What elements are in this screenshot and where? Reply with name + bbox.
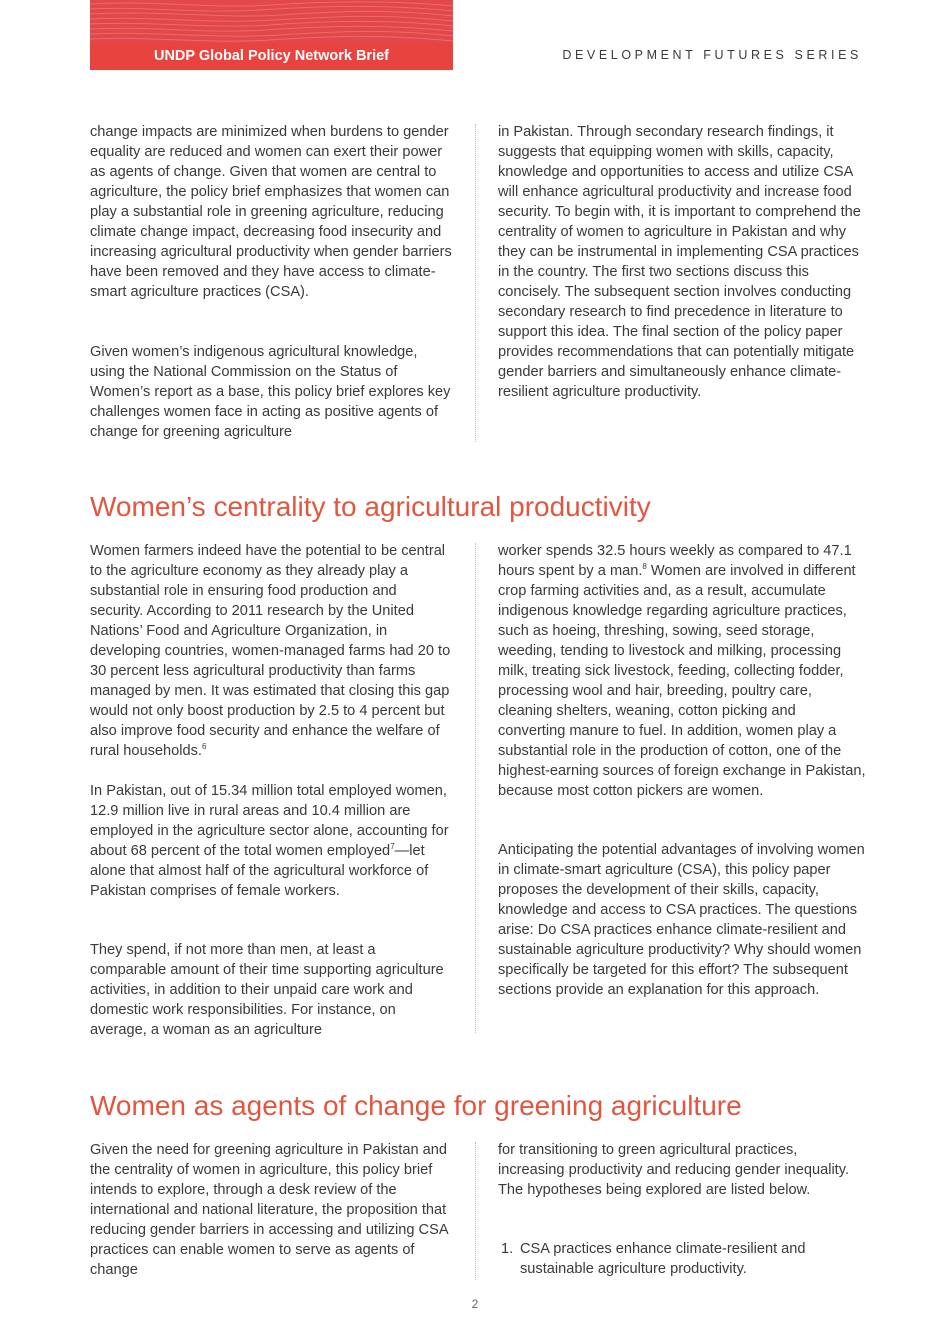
footnote-ref: 8	[642, 562, 647, 572]
list-item	[498, 1239, 866, 1279]
list-item-text: CSA practices enhance climate-resilient and sustainable agriculture productivity.	[520, 1241, 806, 1277]
column-divider	[475, 124, 476, 442]
series-label: DEVELOPMENT FUTURES SERIES	[562, 48, 862, 62]
section1-left-paragraph-2: In Pakistan, out of 15.34 million total employed women, 12.9 million live in rural areas and 10.4 million are employed in the agriculture sector alone, accounting for about 68 percent of the total women employed$^7$—let alone that almost half of the agricultural workforce of Pakistan comprises of female workers.	[90, 783, 449, 899]
footnote-ref: 6	[201, 742, 207, 752]
section1-left-paragraph-3: They spend, if not more than men, at least a comparable amount of their time supporting agriculture activities, in addition to their unpaid care work and domestic work responsibilities. For instance, on average, a woman as an agriculture	[90, 942, 444, 1038]
section1-right-paragraph-2: Anticipating the potential advantages of involving women in climate-smart agriculture (CSA), this policy paper proposes the development of their skills, capacity, knowledge and access to CSA practices. The questions arise: Do CSA practices enhance climate-resilient and sustainable agriculture productivity? Why should women specifically be targeted for this effort? The subsequent sections provide an explanation for this approach.	[498, 842, 865, 998]
section-heading-agents-of-change: Women as agents of change for greening agriculture	[90, 1090, 742, 1121]
hypotheses-list	[498, 1239, 866, 1279]
column-divider	[475, 543, 476, 1033]
list-item-number: 1.	[501, 1241, 514, 1257]
section2-left-paragraph-1: Given the need for greening agriculture in Pakistan and the centrality of women in agriculture, this policy brief intends to explore, through a desk review of the international and national literature, the proposition that reducing gender barriers in accessing and utilizing CSA practices can enable women to serve as agents of change	[90, 1142, 448, 1278]
section2-right-paragraph-1: for transitioning to green agricultural practices, increasing productivity and reducing gender inequality. The hypotheses being explored are listed below.	[498, 1142, 850, 1198]
section-heading-centrality: Women’s centrality to agricultural productivity	[90, 491, 651, 522]
intro-left-paragraph-1: change impacts are minimized when burdens to gender equality are reduced and women can exert their power as agents of change. Given that women are central to agriculture, the policy brief emphasizes that women can play a substantial role in greening agriculture, reducing climate change impact, decreasing food insecurity and increasing agricultural productivity when gender barriers have been removed and they have access to climate-smart agriculture practices (CSA).	[90, 124, 452, 300]
column-divider	[475, 1142, 476, 1280]
page-number: 2	[471, 1297, 479, 1311]
section1-left-paragraph-1: Women farmers indeed have the potential to be central to the agriculture economy as they already play a substantial role in ensuring food production and security. According to 2011 research by the United Nations’ Food and Agriculture Organization, in developing countries, women-managed farms had 20 to 30 percent less agricultural productivity than farms managed by men. It was estimated that closing this gap would not only boost production by 2.5 to 4 percent but also improve food security and enhance the welfare of rural households.$^6$	[90, 543, 451, 759]
header-banner	[90, 0, 453, 70]
footnote-ref: 7	[390, 842, 395, 852]
intro-right-paragraph-1: in Pakistan. Through secondary research findings, it suggests that equipping women with skills, capacity, knowledge and opportunities to access and utilize CSA will enhance agricultural productivity and increase food security. To begin with, it is important to comprehend the centrality of women to agriculture in Pakistan and why they can be instrumental in implementing CSA practices in the country. The first two sections discuss this concisely. The subsequent section involves conducting secondary research to find precedence in literature to support this idea. The final section of the policy paper provides recommendations that can potentially mitigate gender barriers and simultaneously enhance climate-resilient agriculture productivity.	[498, 124, 861, 400]
brief-label: UNDP Global Policy Network Brief	[90, 43, 453, 70]
intro-left-paragraph-2: Given women’s indigenous agricultural knowledge, using the National Commission on the Status of Women’s report as a base, this policy brief explores key challenges women face in acting as positive agents of change for greening agriculture	[90, 344, 451, 440]
section1-right-paragraph-1: worker spends 32.5 hours weekly as compared to 47.1 hours spent by a man.$^8$ Women are involved in different crop farming activities and, as a result, accumulate indigenous knowledge regarding agriculture practices, such as hoeing, threshing, sowing, seed storage, weeding, tending to livestock and milking, processing milk, treating sick livestock, feeding, collecting fodder, processing wool and hair, breeding, poultry care, cleaning shelters, weaning, cotton picking and converting manure to fuel. In addition, women play a substantial role in the production of cotton, one of the highest-earning sources of foreign exchange in Pakistan, because most cotton pickers are women.	[498, 543, 866, 799]
